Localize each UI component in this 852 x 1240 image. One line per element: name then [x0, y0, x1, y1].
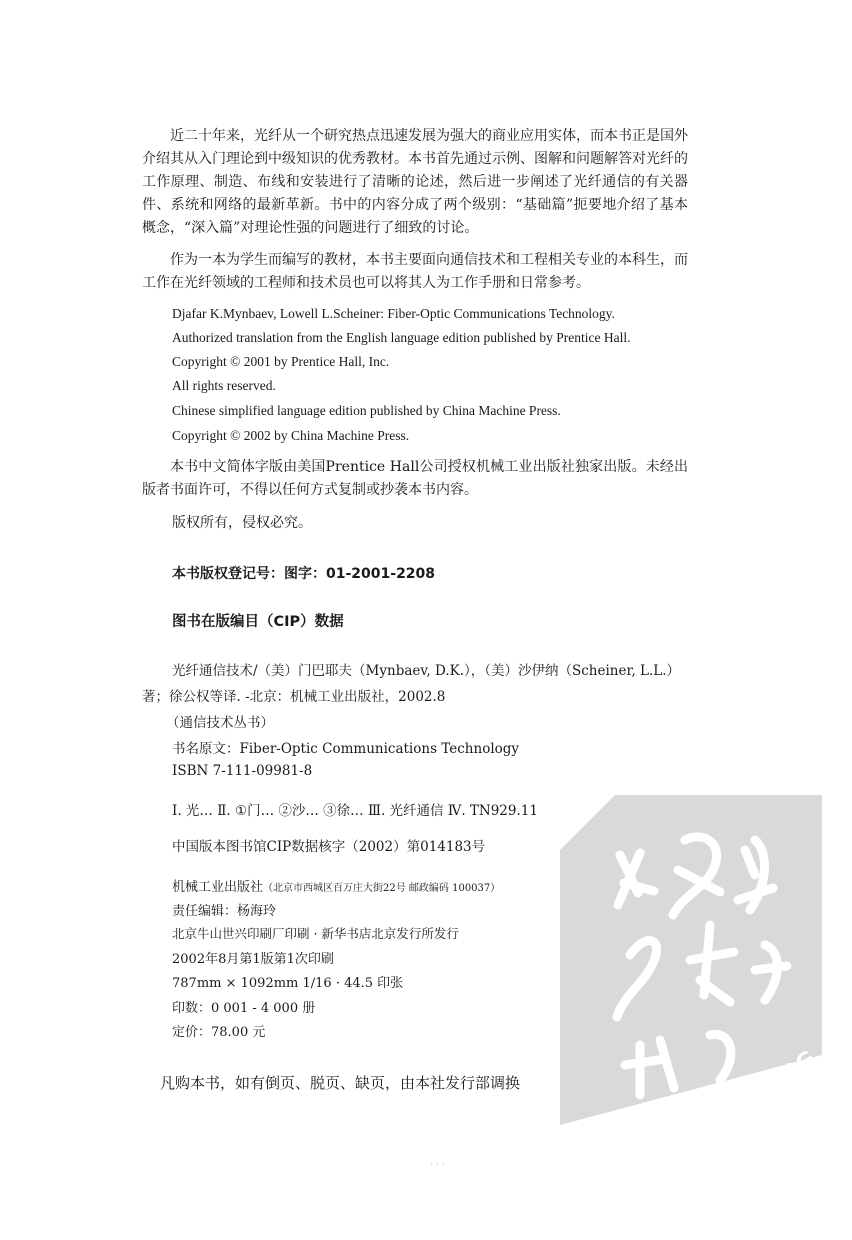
cip-isbn: ISBN 7-111-09981-8 [172, 763, 313, 779]
publisher-address: （北京市西城区百万庄大街22号 邮政编码 100037） [263, 883, 501, 894]
copyright-line-rights: All rights reserved. [172, 378, 276, 393]
edition-info: 2002年8月第1版第1次印刷 [172, 952, 334, 967]
rights-reserved: 版权所有，侵权必究。 [172, 515, 312, 531]
return-notice: 凡购本书，如有倒页、脱页、缺页，由本社发行部调换 [160, 1074, 521, 1092]
copyright-line-2001: Copyright © 2001 by Prentice Hall, Inc. [172, 354, 390, 369]
print-run: 印数：0 001 - 4 000 册 [172, 1001, 316, 1016]
copyright-line-2002: Copyright © 2002 by China Machine Press. [172, 428, 410, 443]
price: 定价：78.00 元 [172, 1025, 266, 1040]
cip-verification: 中国版本图书馆CIP数据核字（2002）第014183号 [172, 839, 486, 855]
publisher-line [172, 876, 500, 895]
intro-paragraph-1: 近二十年来，光纤从一个研究热点迅速发展为强大的商业应用实体，而本书正是国外介绍其从入门理论到中级知识的优秀教材。本书首先通过示例、图解和问题解答对光纤的工作原理、制造、布线和安装进行了清晰的论述，然后进一步阐述了光纤通信的有关器件、系统和网络的最新革新。书中的内容分成了两个级别：“基础篇”扼要地介绍了基本概念，“深入篇”对理论性强的问题进行了细致的讨论。 [142, 128, 688, 236]
copyright-line-chinese-edition: Chinese simplified language edition published by China Machine Press. [172, 403, 561, 418]
cip-heading: 图书在版编目（CIP）数据 [172, 614, 344, 630]
cip-line-1: 光纤通信技术/（美）门巴耶夫（Mynbaev, D.K.），（美）沙伊纳（Scheiner, L.L.） [172, 663, 681, 679]
cip-line-2: 著；徐公权等译. -北京：机械工业出版社，2002.8 [142, 689, 446, 705]
copyright-registration: 本书版权登记号：图字：01-2001-2208 [172, 566, 436, 582]
cip-classification: Ⅰ. 光… Ⅱ. ①门… ②沙… ③徐… Ⅲ. 光纤通信 Ⅳ. TN929.11 [172, 803, 538, 819]
watermark-seal [560, 795, 822, 1125]
cip-original-title: 书名原文：Fiber-Optic Communications Technology [172, 741, 520, 757]
copyright-line-original: Djafar K.Mynbaev, Lowell L.Scheiner: Fiber-Optic Communications Technology. [172, 306, 615, 321]
format-info: 787mm × 1092mm 1/16 · 44.5 印张 [172, 976, 404, 991]
intro-paragraph-2: 作为一本为学生而编写的教材，本书主要面向通信技术和工程相关专业的本科生，而工作在光纤领域的工程师和技术员也可以将其人为工作手册和日常参考。 [142, 252, 688, 291]
license-notice: 本书中文简体字版由美国Prentice Hall公司授权机械工业出版社独家出版。未经出版者书面许可，不得以任何方式复制或抄袭本书内容。 [142, 459, 688, 498]
cip-series: （通信技术丛书） [166, 715, 274, 731]
publisher-name: 机械工业出版社 [172, 880, 264, 895]
watermark-label: PDG [763, 1046, 821, 1097]
printing-info: 北京牛山世兴印刷厂印刷 · 新华书店北京发行所发行 [172, 926, 459, 941]
faint-mark: · · · [430, 1160, 445, 1170]
responsible-editor: 责任编辑：杨海玲 [172, 904, 277, 919]
copyright-line-authorized: Authorized translation from the English language edition published by Prentice Hall. [172, 330, 631, 345]
